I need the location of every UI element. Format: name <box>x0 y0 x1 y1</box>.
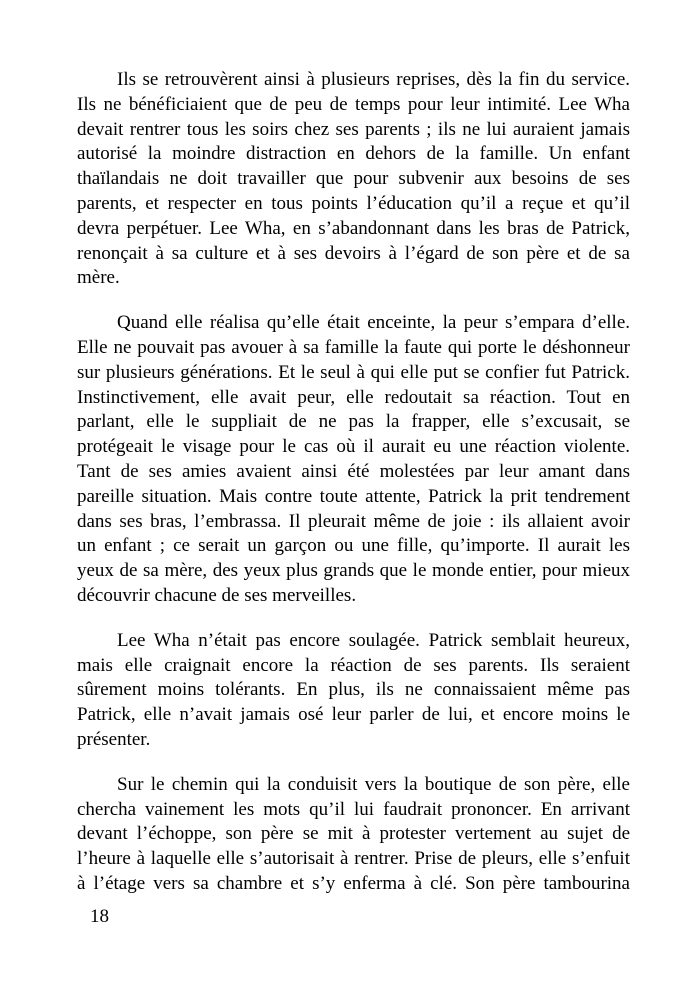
paragraph <box>77 68 630 291</box>
text-line: à l’étage vers sa chambre et s’y enferma à clé. Son père tambourina <box>77 872 630 894</box>
text-line: sur plusieurs générations. Et le seul à qui elle put se confier fut Patrick. <box>77 361 630 383</box>
text-line: dans ses bras, l’embrassa. Il pleurait même de joie : ils allaient avoir <box>77 510 630 532</box>
text-line: devra perpétuer. Lee Wha, en s’abandonnant dans les bras de Patrick, <box>77 217 630 239</box>
text-line: devait rentrer tous les soirs chez ses parents ; ils ne lui auraient jamais <box>77 118 630 140</box>
text-line: Ils ne bénéficiaient que de peu de temps pour leur intimité. Lee Wha <box>77 93 630 115</box>
text-line: chercha vainement les mots qu’il lui faudrait prononcer. En arrivant <box>77 798 630 820</box>
text-line: parents, et respecter en tous points l’éducation qu’il a reçue et qu’il <box>77 192 630 214</box>
text-line: présenter. <box>77 728 151 750</box>
text-line: découvrir chacune de ses merveilles. <box>77 584 357 606</box>
text-line: Tant de ses amies avaient ainsi été molestées par leur amant dans <box>77 460 630 482</box>
text-line: sûrement moins tolérants. En plus, ils ne connaissaient même pas <box>77 679 630 701</box>
text-line: Lee Wha n’était pas encore soulagée. Patrick semblait heureux, <box>117 629 630 651</box>
text-line: mère. <box>77 267 120 289</box>
text-line: Instinctivement, elle avait peur, elle redoutait sa réaction. Tout en <box>77 386 630 408</box>
paragraph <box>77 773 630 897</box>
text-line: autorisé la moindre distraction en dehors de la famille. Un enfant <box>77 143 630 165</box>
text-line: un enfant ; ce serait un garçon ou une fille, qu’importe. Il aurait les <box>77 535 630 557</box>
paragraph <box>77 629 630 753</box>
page-number: 18 <box>90 906 109 927</box>
text-line: protégeait le visage pour le cas où il aurait eu une réaction violente. <box>77 436 630 458</box>
text-line: devant l’échoppe, son père se mit à protester vertement au sujet de <box>77 823 630 845</box>
text-line: Sur le chemin qui la conduisit vers la boutique de son père, elle <box>117 773 630 795</box>
text-line: renonçait à sa culture et à ses devoirs à l’égard de son père et de sa <box>77 242 630 264</box>
text-line: Quand elle réalisa qu’elle était enceinte, la peur s’empara d’elle. <box>117 312 630 334</box>
text-line: Patrick, elle n’avait jamais osé leur parler de lui, et encore moins le <box>77 704 630 726</box>
text-line: Elle ne pouvait pas avouer à sa famille la faute qui porte le déshonneur <box>77 336 630 358</box>
text-line: mais elle craignait encore la réaction de ses parents. Ils seraient <box>77 654 630 676</box>
text-line: yeux de sa mère, des yeux plus grands que le monde entier, pour mieux <box>77 560 630 582</box>
paragraph <box>77 311 630 609</box>
text-line: l’heure à laquelle elle s’autorisait à rentrer. Prise de pleurs, elle s’enfuit <box>77 848 630 870</box>
text-line: parlant, elle le suppliait de ne pas la frapper, elle s’excusait, se <box>77 411 630 433</box>
text-line: thaïlandais ne doit travailler que pour subvenir aux besoins de ses <box>77 168 630 190</box>
body-text <box>77 68 630 897</box>
text-line: pareille situation. Mais contre toute attente, Patrick la prit tendrement <box>77 485 630 507</box>
text-line: Ils se retrouvèrent ainsi à plusieurs reprises, dès la fin du service. <box>117 69 630 90</box>
